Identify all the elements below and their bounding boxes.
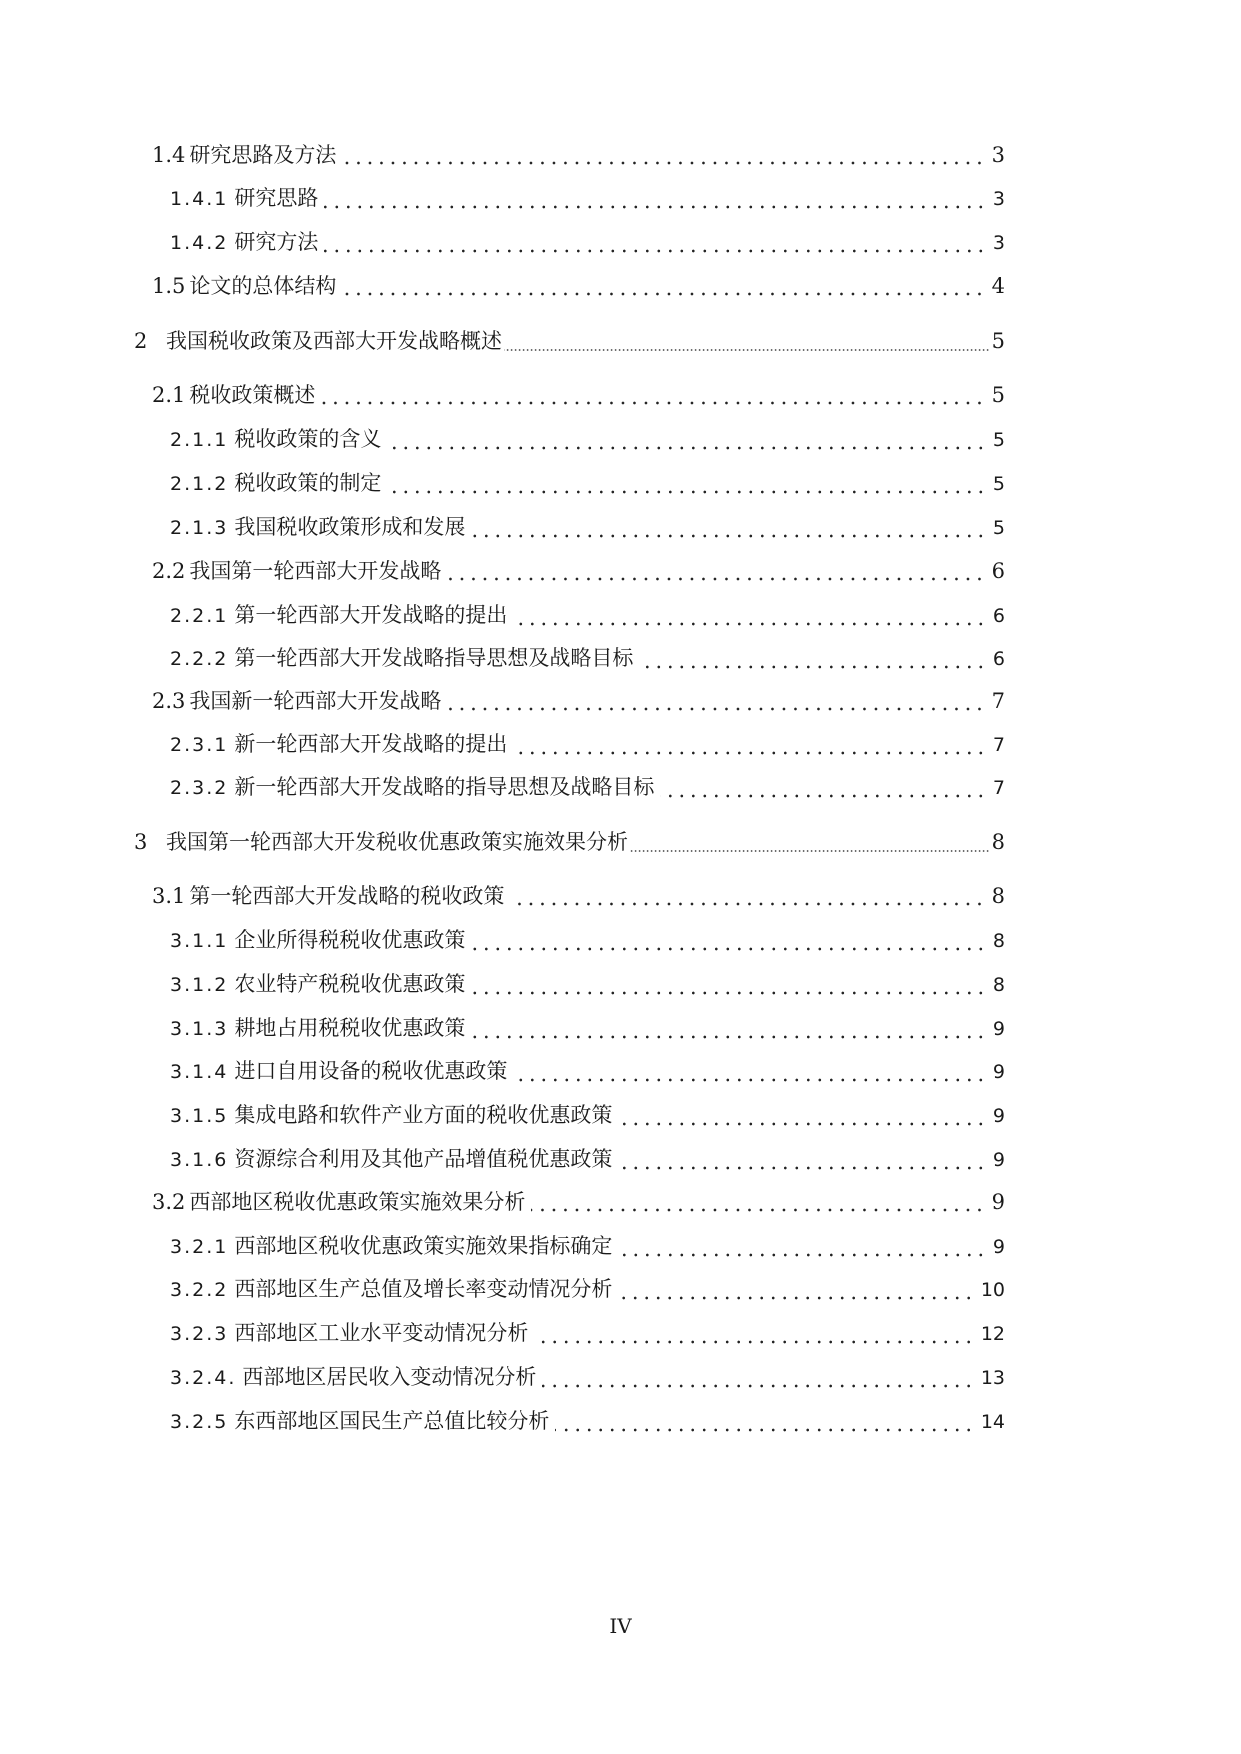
toc-entry-number: 3.2.4.	[170, 1367, 237, 1389]
toc-entry[interactable]	[134, 827, 1005, 857]
dot-leader	[471, 521, 987, 543]
dot-leader	[342, 279, 985, 301]
toc-entry-title: 我国税收政策及西部大开发战略概述	[166, 329, 502, 353]
toc-entry-title: 新一轮西部大开发战略的指导思想及战略目标	[234, 775, 655, 799]
toc-entry[interactable]	[134, 326, 1005, 356]
toc-entry-page: 9	[992, 1061, 1005, 1083]
toc-entry-title: 西部地区工业水平变动情况分析	[234, 1321, 529, 1345]
toc-entry[interactable]	[170, 1406, 1005, 1437]
dot-leader	[555, 1415, 974, 1437]
toc-entry-page: 9	[992, 1149, 1005, 1171]
dot-leader	[510, 889, 985, 911]
toc-entry-page: 9	[992, 1105, 1005, 1127]
toc-entry[interactable]	[170, 772, 1005, 803]
toc-entry-title: 东西部地区国民生产总值比较分析	[234, 1409, 550, 1433]
toc-entry[interactable]	[170, 1318, 1005, 1349]
toc-entry-number: 2.1.3	[170, 517, 229, 539]
toc-entry-page: 3	[992, 232, 1005, 254]
dot-leader	[471, 1022, 987, 1044]
toc-entry-number: 2	[134, 329, 148, 353]
toc-entry-page: 7	[992, 734, 1005, 756]
toc-entry-number: 3.2.3	[170, 1323, 229, 1345]
toc-entry-page: 5	[992, 473, 1005, 495]
toc-entry-page: 9	[991, 1190, 1005, 1214]
toc-entry-title: 我国第一轮西部大开发税收优惠政策实施效果分析	[166, 830, 628, 854]
toc-entry-page: 9	[992, 1018, 1005, 1040]
dot-leader	[387, 477, 987, 499]
dot-leader	[618, 1109, 987, 1131]
dot-leader	[513, 609, 987, 631]
toc-entry-number: 3.1.2	[170, 974, 229, 996]
toc-entry-number: 2.1	[152, 383, 186, 407]
toc-entry-page: 3	[992, 188, 1005, 210]
toc-entry[interactable]	[152, 1187, 1005, 1217]
toc-entry-title: 农业特产税税收优惠政策	[234, 972, 466, 996]
toc-entry-title: 第一轮西部大开发战略的提出	[234, 603, 508, 627]
toc-entry-number: 2.2	[152, 559, 186, 583]
toc-entry-number: 2.1.1	[170, 429, 229, 451]
toc-entry-title: 新一轮西部大开发战略的提出	[234, 732, 508, 756]
toc-entry-page: 12	[980, 1323, 1005, 1345]
dot-leader	[471, 934, 987, 956]
toc-entry-title: 耕地占用税税收优惠政策	[234, 1016, 466, 1040]
toc-entry[interactable]	[170, 969, 1005, 1000]
toc-entry-title: 我国税收政策形成和发展	[234, 515, 466, 539]
toc-entry-number: 3	[134, 830, 148, 854]
toc-entry[interactable]	[170, 227, 1005, 258]
dot-leader	[531, 1195, 985, 1217]
toc-entry[interactable]	[170, 643, 1005, 674]
toc-entry-number: 2.3.1	[170, 734, 229, 756]
toc-entry[interactable]	[152, 686, 1005, 716]
toc-entry-page: 5	[991, 383, 1005, 407]
toc-entry-page: 7	[991, 689, 1005, 713]
toc-entry-number: 3.2.1	[170, 1236, 229, 1258]
toc-entry-title: 西部地区税收优惠政策实施效果指标确定	[234, 1234, 613, 1258]
toc-entry-number: 2.3.2	[170, 777, 229, 799]
toc-entry[interactable]	[152, 271, 1005, 301]
toc-entry-page: 6	[991, 559, 1005, 583]
toc-entry[interactable]	[152, 556, 1005, 586]
toc-entry-page: 9	[992, 1236, 1005, 1258]
toc-entry-title: 税收政策的含义	[234, 427, 382, 451]
toc-entry-title: 资源综合利用及其他产品增值税优惠政策	[234, 1147, 613, 1171]
toc-entry-title: 西部地区生产总值及增长率变动情况分析	[234, 1277, 613, 1301]
toc-entry-page: 8	[992, 974, 1005, 996]
toc-entry-number: 3.1.5	[170, 1105, 229, 1127]
toc-entry-title: 我国新一轮西部大开发战略	[189, 689, 442, 713]
toc-entry[interactable]	[170, 424, 1005, 455]
toc-entry[interactable]	[170, 1144, 1005, 1175]
dot-leader	[387, 433, 987, 455]
toc-entry-page: 8	[991, 830, 1005, 854]
toc-entry[interactable]	[170, 183, 1005, 214]
dot-leader	[618, 1240, 987, 1262]
toc-entry-number: 3.2.5	[170, 1411, 229, 1433]
toc-entry[interactable]	[170, 600, 1005, 631]
dot-leader	[639, 652, 987, 674]
toc-entry-page: 5	[992, 429, 1005, 451]
toc-entry-title: 第一轮西部大开发战略的税收政策	[189, 884, 505, 908]
dot-leader	[660, 781, 987, 803]
toc-entry-number: 2.2.1	[170, 605, 229, 627]
toc-entry[interactable]	[152, 380, 1005, 410]
dot-leader	[542, 1371, 974, 1393]
toc-entry-number: 1.4	[152, 143, 186, 167]
dot-leader	[630, 835, 990, 857]
toc-entry-number: 1.4.2	[170, 232, 229, 254]
toc-entry-page: 4	[991, 274, 1005, 298]
toc-entry-number: 1.5	[152, 274, 186, 298]
dot-leader	[618, 1283, 974, 1305]
toc-entry-title: 西部地区税收优惠政策实施效果分析	[189, 1190, 526, 1214]
toc-entry-page: 6	[992, 605, 1005, 627]
dot-leader	[471, 978, 987, 1000]
dot-leader	[342, 148, 985, 170]
toc-entry-title: 第一轮西部大开发战略指导思想及战略目标	[234, 646, 634, 670]
toc-entry-page: 14	[980, 1411, 1005, 1433]
toc-entry-number: 2.1.2	[170, 473, 229, 495]
toc-entry-number: 3.1.4	[170, 1061, 229, 1083]
toc-entry[interactable]	[170, 1100, 1005, 1131]
dot-leader	[513, 738, 987, 760]
toc-entry-title: 税收政策的制定	[234, 471, 382, 495]
dot-leader	[504, 334, 990, 356]
toc-entry[interactable]	[170, 1274, 1005, 1305]
dot-leader	[447, 694, 985, 716]
toc-entry-title: 进口自用设备的税收优惠政策	[234, 1059, 508, 1083]
dot-leader	[618, 1153, 987, 1175]
toc-entry-title: 企业所得税税收优惠政策	[234, 928, 466, 952]
toc-entry-number: 3.1.6	[170, 1149, 229, 1171]
toc-entry-number: 1.4.1	[170, 188, 229, 210]
toc-entry-number: 2.3	[152, 689, 186, 713]
toc-entry[interactable]	[170, 468, 1005, 499]
toc-entry-page: 13	[980, 1367, 1005, 1389]
toc-entry[interactable]	[152, 140, 1005, 170]
toc-entry-title: 论文的总体结构	[189, 274, 337, 298]
toc-entry-page: 3	[991, 143, 1005, 167]
toc-entry-title: 研究方法	[234, 230, 319, 254]
toc-entry-title: 集成电路和软件产业方面的税收优惠政策	[234, 1103, 613, 1127]
page-number: IV	[609, 1614, 632, 1638]
dot-leader	[534, 1327, 974, 1349]
toc-entry-page: 6	[992, 648, 1005, 670]
toc-entry-title: 研究思路及方法	[189, 143, 337, 167]
toc-entry[interactable]	[170, 925, 1005, 956]
toc-entry[interactable]	[170, 1013, 1005, 1044]
toc-entry-page: 5	[992, 517, 1005, 539]
toc-entry-number: 3.1	[152, 884, 186, 908]
toc-entry[interactable]	[170, 512, 1005, 543]
toc-entry-number: 3.2.2	[170, 1279, 229, 1301]
toc-entry-title: 研究思路	[234, 186, 319, 210]
toc-entry-number: 3.2	[152, 1190, 186, 1214]
toc-entry-page: 10	[980, 1279, 1005, 1301]
toc-entry-page: 8	[991, 884, 1005, 908]
toc-entry-page: 8	[992, 930, 1005, 952]
toc-entry[interactable]	[170, 1231, 1005, 1262]
toc-entry-number: 3.1.1	[170, 930, 229, 952]
toc-entry-title: 我国第一轮西部大开发战略	[189, 559, 442, 583]
dot-leader	[447, 564, 985, 586]
toc-entry-number: 2.2.2	[170, 648, 229, 670]
toc-entry[interactable]	[170, 1362, 1005, 1393]
dot-leader	[513, 1065, 987, 1087]
dot-leader	[324, 236, 987, 258]
toc-entry-number: 3.1.3	[170, 1018, 229, 1040]
toc-entry-title: 西部地区居民收入变动情况分析	[242, 1365, 537, 1389]
toc-entry[interactable]	[170, 1056, 1005, 1087]
toc-entry-title: 税收政策概述	[189, 383, 316, 407]
toc-entry[interactable]	[152, 881, 1005, 911]
toc-entry-page: 7	[992, 777, 1005, 799]
dot-leader	[321, 388, 985, 410]
dot-leader	[324, 192, 987, 214]
toc-entry[interactable]	[170, 729, 1005, 760]
toc-entry-page: 5	[991, 329, 1005, 353]
